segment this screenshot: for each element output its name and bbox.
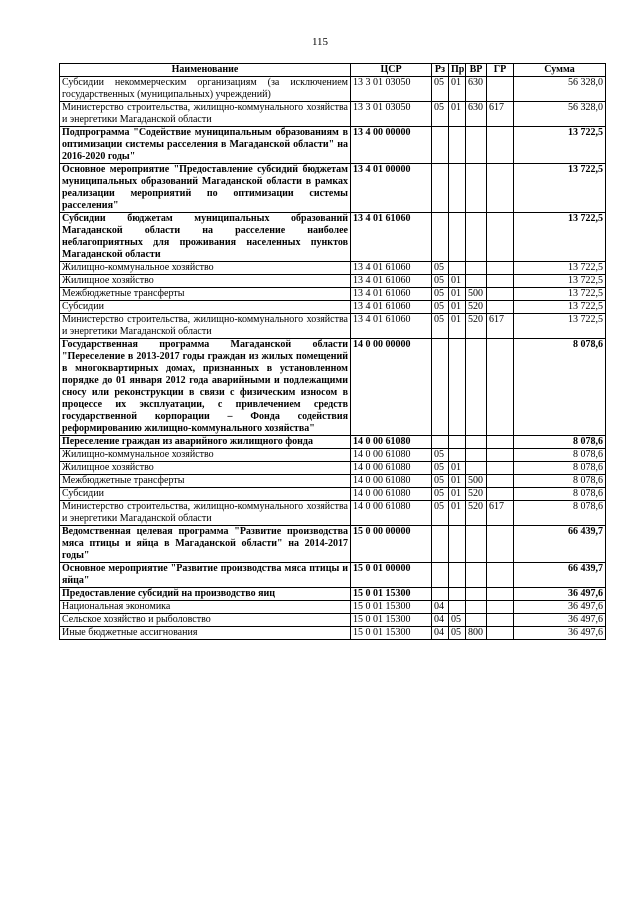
cell-rz: 05: [432, 102, 449, 127]
cell-gr: [487, 462, 514, 475]
cell-gr: [487, 275, 514, 288]
cell-sum: 8 078,6: [514, 488, 606, 501]
cell-pr: 05: [449, 627, 466, 640]
cell-vr: [466, 339, 487, 436]
cell-vr: [466, 601, 487, 614]
cell-gr: [487, 588, 514, 601]
cell-name: Министерство строительства, жилищно-коммунального хозяйства и энергетики Магаданской области: [60, 102, 351, 127]
cell-gr: [487, 301, 514, 314]
table-row: [60, 614, 606, 627]
table-row: [60, 127, 606, 164]
cell-gr: [487, 488, 514, 501]
header-vr: ВР: [466, 64, 487, 77]
cell-sum: 56 328,0: [514, 77, 606, 102]
cell-pr: 01: [449, 301, 466, 314]
cell-csr: 13 4 01 61060: [351, 301, 432, 314]
cell-name: Основное мероприятие "Развитие производства мяса птицы и яйца": [60, 563, 351, 588]
cell-gr: [487, 449, 514, 462]
cell-name: Основное мероприятие "Предоставление субсидий бюджетам муниципальных образований Магаданской области в рамках реализации мероприятий по оптимизации системы расселения": [60, 164, 351, 213]
table-row: [60, 164, 606, 213]
cell-gr: [487, 475, 514, 488]
table-row: [60, 288, 606, 301]
cell-name: Подпрограмма "Содействие муниципальным образованиям в оптимизации системы расселения в Магаданской области" на 2016-2020 годы": [60, 127, 351, 164]
cell-name: Предоставление субсидий на производство яиц: [60, 588, 351, 601]
cell-pr: [449, 339, 466, 436]
cell-name: Жилищно-коммунальное хозяйство: [60, 449, 351, 462]
cell-vr: 630: [466, 102, 487, 127]
table-row: [60, 627, 606, 640]
cell-csr: 13 4 00 00000: [351, 127, 432, 164]
cell-pr: 01: [449, 77, 466, 102]
cell-rz: [432, 588, 449, 601]
cell-name: Жилищно-коммунальное хозяйство: [60, 262, 351, 275]
cell-csr: 15 0 01 15300: [351, 588, 432, 601]
cell-csr: 13 4 01 61060: [351, 288, 432, 301]
cell-csr: 14 0 00 61080: [351, 475, 432, 488]
cell-name: Государственная программа Магаданской области "Переселение в 2013-2017 годы граждан из жилых помещений в многоквартирных домах, признанных в установленном порядке до 01 января 2012 года аварийными и подлежащими сносу или реконструкции в связи с физическим износом в процессе их эксплуатации, с привлечением средств государственной корпорации – Фонда содействия реформированию жилищно-коммунального хозяйства": [60, 339, 351, 436]
table-row: [60, 314, 606, 339]
cell-csr: 13 4 01 61060: [351, 314, 432, 339]
cell-pr: 01: [449, 314, 466, 339]
cell-csr: 15 0 01 00000: [351, 563, 432, 588]
cell-name: Жилищное хозяйство: [60, 275, 351, 288]
cell-rz: [432, 526, 449, 563]
cell-pr: [449, 526, 466, 563]
page-number: 115: [311, 36, 329, 48]
cell-gr: [487, 262, 514, 275]
cell-name: Субсидии некоммерческим организациям (за исключением государственных (муниципальных) учреждений): [60, 77, 351, 102]
cell-vr: [466, 127, 487, 164]
cell-vr: [466, 614, 487, 627]
cell-gr: 617: [487, 314, 514, 339]
cell-rz: 05: [432, 501, 449, 526]
cell-sum: 36 497,6: [514, 601, 606, 614]
cell-sum: 13 722,5: [514, 301, 606, 314]
cell-sum: 13 722,5: [514, 288, 606, 301]
cell-gr: [487, 339, 514, 436]
header-pr: Пр: [449, 64, 466, 77]
cell-rz: 05: [432, 449, 449, 462]
cell-gr: 617: [487, 102, 514, 127]
cell-vr: 800: [466, 627, 487, 640]
cell-pr: [449, 588, 466, 601]
cell-sum: 66 439,7: [514, 563, 606, 588]
table-row: [60, 601, 606, 614]
cell-pr: [449, 449, 466, 462]
cell-csr: 15 0 01 15300: [351, 601, 432, 614]
table-header-row: [60, 64, 606, 77]
cell-name: Межбюджетные трансферты: [60, 475, 351, 488]
cell-csr: 13 4 01 61060: [351, 213, 432, 262]
table-row: [60, 501, 606, 526]
cell-pr: [449, 127, 466, 164]
cell-name: Межбюджетные трансферты: [60, 288, 351, 301]
cell-rz: 05: [432, 77, 449, 102]
cell-csr: 13 4 01 61060: [351, 275, 432, 288]
cell-vr: 500: [466, 288, 487, 301]
cell-gr: [487, 614, 514, 627]
cell-name: Иные бюджетные ассигнования: [60, 627, 351, 640]
cell-csr: 13 3 01 03050: [351, 102, 432, 127]
table-row: [60, 275, 606, 288]
header-name: Наименование: [60, 64, 351, 77]
cell-vr: 520: [466, 501, 487, 526]
cell-sum: 13 722,5: [514, 164, 606, 213]
cell-name: Субсидии: [60, 301, 351, 314]
cell-gr: [487, 288, 514, 301]
budget-table: [59, 63, 606, 640]
cell-pr: 01: [449, 275, 466, 288]
cell-vr: 520: [466, 301, 487, 314]
cell-csr: 14 0 00 61080: [351, 449, 432, 462]
cell-gr: [487, 526, 514, 563]
cell-name: Жилищное хозяйство: [60, 462, 351, 475]
cell-csr: 13 3 01 03050: [351, 77, 432, 102]
cell-gr: [487, 436, 514, 449]
cell-rz: 05: [432, 314, 449, 339]
cell-sum: 8 078,6: [514, 449, 606, 462]
table-row: [60, 462, 606, 475]
cell-vr: 500: [466, 475, 487, 488]
cell-rz: [432, 164, 449, 213]
cell-sum: 36 497,6: [514, 627, 606, 640]
cell-gr: [487, 213, 514, 262]
cell-rz: 05: [432, 288, 449, 301]
cell-name: Министерство строительства, жилищно-коммунального хозяйства и энергетики Магаданской области: [60, 501, 351, 526]
cell-csr: 13 4 01 00000: [351, 164, 432, 213]
cell-rz: [432, 213, 449, 262]
cell-name: Ведомственная целевая программа "Развитие производства мяса птицы и яйца в Магаданской области" на 2014-2017 годы": [60, 526, 351, 563]
cell-sum: 13 722,5: [514, 275, 606, 288]
cell-rz: 05: [432, 301, 449, 314]
cell-name: Министерство строительства, жилищно-коммунального хозяйства и энергетики Магаданской области: [60, 314, 351, 339]
cell-rz: 04: [432, 601, 449, 614]
cell-name: Субсидии бюджетам муниципальных образований Магаданской области на расселение наиболее неблагоприятных для проживания населенных пунктов Магаданской области: [60, 213, 351, 262]
cell-csr: 14 0 00 61080: [351, 501, 432, 526]
table-row: [60, 301, 606, 314]
cell-vr: [466, 526, 487, 563]
cell-vr: [466, 449, 487, 462]
cell-csr: 14 0 00 61080: [351, 488, 432, 501]
table-row: [60, 436, 606, 449]
cell-vr: [466, 436, 487, 449]
cell-sum: 13 722,5: [514, 213, 606, 262]
cell-sum: 13 722,5: [514, 314, 606, 339]
cell-pr: 01: [449, 488, 466, 501]
cell-rz: [432, 436, 449, 449]
table-row: [60, 588, 606, 601]
table-row: [60, 449, 606, 462]
cell-sum: 8 078,6: [514, 462, 606, 475]
cell-vr: [466, 275, 487, 288]
cell-sum: 8 078,6: [514, 339, 606, 436]
cell-vr: 630: [466, 77, 487, 102]
cell-pr: [449, 213, 466, 262]
table-row: [60, 262, 606, 275]
table-row: [60, 526, 606, 563]
cell-rz: [432, 339, 449, 436]
cell-vr: 520: [466, 488, 487, 501]
cell-name: Субсидии: [60, 488, 351, 501]
cell-sum: 13 722,5: [514, 127, 606, 164]
cell-gr: [487, 77, 514, 102]
cell-sum: 36 497,6: [514, 614, 606, 627]
cell-name: Сельское хозяйство и рыболовство: [60, 614, 351, 627]
cell-gr: [487, 164, 514, 213]
cell-csr: 14 0 00 00000: [351, 339, 432, 436]
cell-pr: [449, 601, 466, 614]
cell-pr: [449, 563, 466, 588]
cell-csr: 15 0 00 00000: [351, 526, 432, 563]
cell-sum: 66 439,7: [514, 526, 606, 563]
table-row: [60, 488, 606, 501]
cell-rz: [432, 563, 449, 588]
cell-rz: 04: [432, 614, 449, 627]
cell-vr: [466, 262, 487, 275]
cell-rz: [432, 127, 449, 164]
header-csr: ЦСР: [351, 64, 432, 77]
cell-sum: 8 078,6: [514, 475, 606, 488]
cell-name: Национальная экономика: [60, 601, 351, 614]
cell-vr: [466, 462, 487, 475]
cell-pr: [449, 164, 466, 213]
cell-gr: [487, 127, 514, 164]
cell-csr: 14 0 00 61080: [351, 462, 432, 475]
cell-sum: 36 497,6: [514, 588, 606, 601]
cell-csr: 13 4 01 61060: [351, 262, 432, 275]
cell-rz: 05: [432, 488, 449, 501]
cell-pr: 01: [449, 501, 466, 526]
cell-vr: [466, 588, 487, 601]
cell-vr: 520: [466, 314, 487, 339]
table-row: [60, 213, 606, 262]
cell-rz: 05: [432, 262, 449, 275]
table-row: [60, 102, 606, 127]
cell-gr: [487, 601, 514, 614]
cell-vr: [466, 563, 487, 588]
cell-gr: [487, 563, 514, 588]
cell-pr: 05: [449, 614, 466, 627]
cell-csr: 15 0 01 15300: [351, 614, 432, 627]
cell-csr: 15 0 01 15300: [351, 627, 432, 640]
cell-vr: [466, 164, 487, 213]
table-row: [60, 475, 606, 488]
cell-name: Переселение граждан из аварийного жилищного фонда: [60, 436, 351, 449]
cell-pr: [449, 436, 466, 449]
cell-sum: 56 328,0: [514, 102, 606, 127]
header-sum: Сумма: [514, 64, 606, 77]
cell-pr: 01: [449, 462, 466, 475]
cell-vr: [466, 213, 487, 262]
cell-gr: [487, 627, 514, 640]
cell-pr: [449, 262, 466, 275]
cell-pr: 01: [449, 288, 466, 301]
table-row: [60, 339, 606, 436]
cell-pr: 01: [449, 102, 466, 127]
header-gr: ГР: [487, 64, 514, 77]
table-row: [60, 563, 606, 588]
cell-rz: 05: [432, 475, 449, 488]
cell-pr: 01: [449, 475, 466, 488]
cell-sum: 8 078,6: [514, 501, 606, 526]
cell-rz: 05: [432, 462, 449, 475]
table-row: [60, 77, 606, 102]
cell-rz: 05: [432, 275, 449, 288]
header-rz: Рз: [432, 64, 449, 77]
cell-gr: 617: [487, 501, 514, 526]
cell-sum: 8 078,6: [514, 436, 606, 449]
cell-csr: 14 0 00 61080: [351, 436, 432, 449]
cell-sum: 13 722,5: [514, 262, 606, 275]
cell-rz: 04: [432, 627, 449, 640]
